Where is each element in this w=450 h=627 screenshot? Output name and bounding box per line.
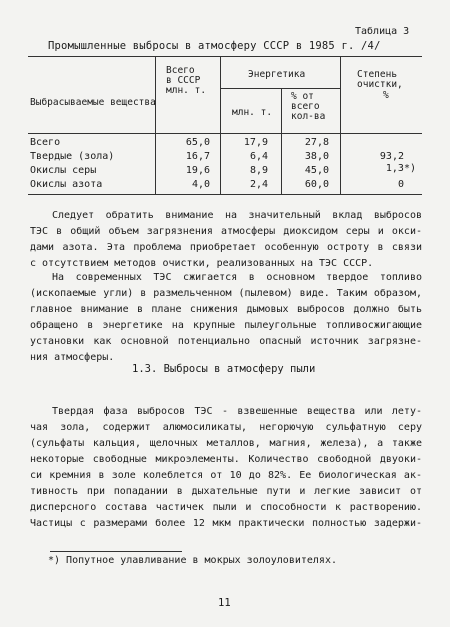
paragraph-1	[30, 208, 422, 272]
table-cell-total: 16,7	[185, 151, 210, 162]
paragraph-line: Частицы с размерами более 12 мкм практически полностью задержи-	[30, 518, 422, 529]
table-top-rule	[28, 56, 422, 57]
table-bottom-rule	[28, 194, 422, 195]
table-row-name: Твердые (зола)	[30, 151, 115, 162]
table-header-rule	[28, 133, 422, 134]
table-cell-energy-mln: 8,9	[249, 165, 268, 176]
table-cell-energy-pct: 60,0	[304, 179, 329, 190]
footnote-rule	[50, 551, 182, 552]
section-heading: 1.3. Выбросы в атмосферу пыли	[132, 363, 316, 375]
table-cell-total: 19,6	[185, 165, 210, 176]
header-energy-pct-3: кол-ва	[291, 111, 326, 122]
table-col-divider	[220, 56, 221, 194]
table-title: Промышленные выбросы в атмосферу СССР в 1985 г. /4/	[48, 40, 381, 52]
table-label: Таблица 3	[355, 26, 410, 37]
header-total-1: Всего	[166, 65, 195, 76]
page-number: 11	[218, 597, 231, 609]
header-degree-2: очистки,	[357, 79, 403, 90]
energy-subheader-rule	[220, 88, 340, 89]
header-energy-pct-1: % от	[291, 91, 314, 102]
table-cell-total: 65,0	[185, 137, 210, 148]
table-cell-degree: 0	[397, 179, 404, 190]
paragraph-line: Твердая фаза выбросов ТЭС - взвешенные вещества или лету-	[52, 406, 422, 417]
table-cell-degree: 1,3*)	[385, 163, 416, 174]
table-cell-total: 4,0	[191, 179, 210, 190]
header-total-3: млн. т.	[166, 85, 207, 96]
table-row-name: Окислы азота	[30, 179, 103, 190]
paragraph-3	[30, 404, 422, 532]
paragraph-line: установки как основной потенциально опасный источник загрязне-	[30, 336, 422, 347]
paragraph-line: главное внимание в плане снижения дымовых выбросов должно быть	[30, 304, 422, 315]
table-col-divider	[155, 56, 156, 194]
table-col-divider	[340, 56, 341, 194]
paragraph-line: (сульфаты кальция, щелочных металлов, магния, железа), а также	[30, 438, 422, 449]
paragraph-2	[30, 270, 422, 366]
table-cell-energy-mln: 2,4	[249, 179, 268, 190]
header-substances: Выбрасываемые вещества	[30, 97, 156, 108]
paragraph-line: с отсутствием методов очистки, реализованных на ТЭС СССР.	[30, 258, 374, 269]
footnote: *) Попутное улавливание в мокрых золоуловителях.	[48, 555, 337, 566]
paragraph-line: тивность при попадании в дыхательные пути и легкие зависит от	[30, 486, 422, 497]
header-degree-3: %	[383, 90, 389, 101]
table-cell-energy-pct: 45,0	[304, 165, 329, 176]
paragraph-line: (ископаемые угли) в размельченном (пылевом) виде. Таким образом,	[30, 288, 422, 299]
table-col-divider	[281, 88, 282, 194]
table-row-name: Окислы серы	[30, 165, 97, 176]
paragraph-line: дисперсного состава частичек пыли и способности к растворению.	[30, 502, 422, 513]
table-cell-energy-mln: 6,4	[249, 151, 268, 162]
table-cell-energy-pct: 27,8	[304, 137, 329, 148]
paragraph-line: си кремния в золе колеблется от 10 до 82%. Ее биологическая ак-	[30, 470, 422, 481]
paragraph-line: Следует обратить внимание на значительный вклад выбросов	[52, 210, 422, 221]
table-cell-energy-pct: 38,0	[304, 151, 329, 162]
paragraph-line: ТЭС в общий объем загрязнения атмосферы диоксидом серы и окси-	[30, 226, 422, 237]
table-row-name: Всего	[30, 137, 61, 148]
header-degree-1: Степень	[357, 69, 398, 80]
header-energy-mln: млн. т.	[232, 107, 273, 118]
paragraph-line: На современных ТЭС сжигается в основном твердое топливо	[52, 272, 422, 283]
paragraph-line: ния атмосферы.	[30, 352, 115, 363]
paragraph-line: чая зола, содержит алюмосиликаты, негорючую сульфатную серу	[30, 422, 422, 433]
table-cell-degree: 93,2	[379, 151, 404, 162]
table-cell-energy-mln: 17,9	[243, 137, 268, 148]
header-total-2: в СССР	[166, 75, 201, 86]
paragraph-line: обращено в энергетике на крупные пылеугольные топливосжигающие	[30, 320, 422, 331]
paragraph-line: некоторые свободные микроэлементы. Количество свободной двуоки-	[30, 454, 422, 465]
header-energy-pct-2: всего	[291, 101, 320, 112]
paragraph-line: дами азота. Эта проблема приобретает особенную остроту в связи	[30, 242, 422, 253]
header-energy: Энергетика	[248, 69, 306, 80]
